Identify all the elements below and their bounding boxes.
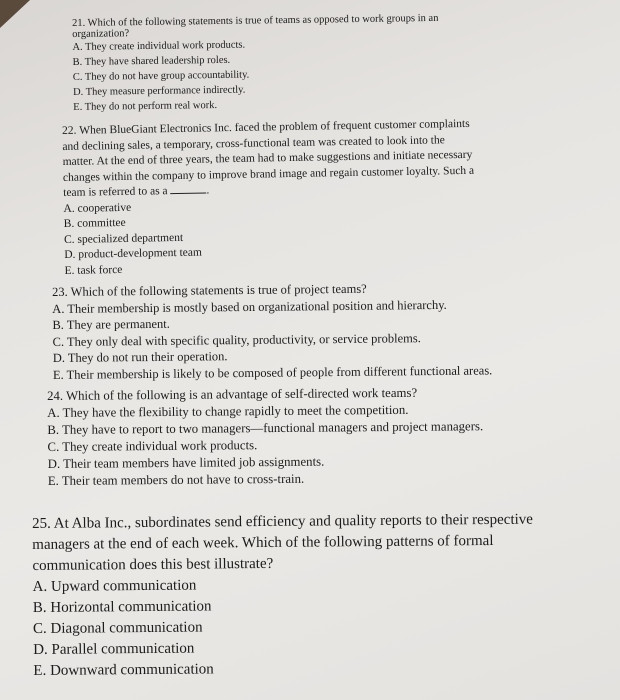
answer-option: B. They are permanent. xyxy=(52,316,170,332)
question-stem: matter. At the end of three years, the team had to make suggestions and initiate necessary xyxy=(62,148,473,168)
answer-option: E. Downward communication xyxy=(33,661,214,679)
answer-option: C. Diagonal communication xyxy=(32,619,203,637)
answer-option: A. They have the flexibility to change rapidly to meet the competition. xyxy=(47,402,409,420)
answer-option: D. product-development team xyxy=(64,246,203,261)
question-25 xyxy=(32,510,534,682)
answer-option: D. They measure performance indirectly. xyxy=(72,84,246,98)
question-stem: organization? xyxy=(72,28,130,40)
answer-option: B. They have to report to two managers—functional managers and project managers. xyxy=(47,419,484,437)
question-stem: changes within the company to improve brand image and regain customer loyalty. Such a xyxy=(62,164,475,184)
question-22 xyxy=(62,117,476,279)
fill-blank xyxy=(170,184,206,194)
answer-option: B. They have shared leadership roles. xyxy=(72,54,231,68)
question-stem: and declining sales, a temporary, cross-functional team was created to look into the xyxy=(62,133,445,153)
answer-option: E. task force xyxy=(64,263,123,277)
question-stem: team is referred to as a xyxy=(63,185,168,199)
question-stem: communication does this best illustrate? xyxy=(32,555,274,574)
answer-option: C. They do not have group accountability. xyxy=(72,69,250,83)
answer-option: A. Upward communication xyxy=(32,577,197,595)
question-stem: 25. At Alba Inc., subordinates send efficiency and quality reports to their respective xyxy=(32,511,533,532)
answer-option: E. Their membership is likely to be composed of people from different functional areas. xyxy=(52,362,493,382)
answer-option: C. specialized department xyxy=(63,231,184,246)
answer-option: D. Their team members have limited job assignments. xyxy=(47,454,325,471)
question-stem: 21. Which of the following statements is true of teams as opposed to work groups in an xyxy=(72,12,439,29)
answer-option: A. Their membership is mostly based on organizational position and hierarchy. xyxy=(52,297,447,316)
question-stem: managers at the end of each week. Which of the following patterns of formal xyxy=(32,532,494,553)
question-stem: 24. Which of the following is an advantage of self-directed work teams? xyxy=(47,385,418,403)
answer-option: B. Horizontal communication xyxy=(32,598,212,616)
answer-option: A. cooperative xyxy=(63,201,132,215)
question-stem: 22. When BlueGiant Electronics Inc. faced the problem of frequent customer complaints xyxy=(62,117,470,137)
answer-option: D. Parallel communication xyxy=(33,640,195,658)
question-24 xyxy=(47,384,484,490)
blank-period: . xyxy=(206,184,210,197)
answer-option: E. Their team members do not have to cross-train. xyxy=(47,471,305,488)
answer-option: D. They do not run their operation. xyxy=(52,349,228,365)
question-21 xyxy=(72,13,440,115)
answer-option: A. They create individual work products. xyxy=(72,39,246,53)
answer-option: B. committee xyxy=(63,216,126,230)
answer-option: C. They only deal with specific quality, productivity, or service problems. xyxy=(52,330,421,349)
question-23 xyxy=(52,279,492,383)
photo-corner-shadow xyxy=(0,0,30,28)
answer-option: E. They do not perform real work. xyxy=(73,99,218,113)
question-stem: 23. Which of the following statements is true of project teams? xyxy=(52,281,367,299)
answer-option: C. They create individual work products. xyxy=(47,438,258,454)
